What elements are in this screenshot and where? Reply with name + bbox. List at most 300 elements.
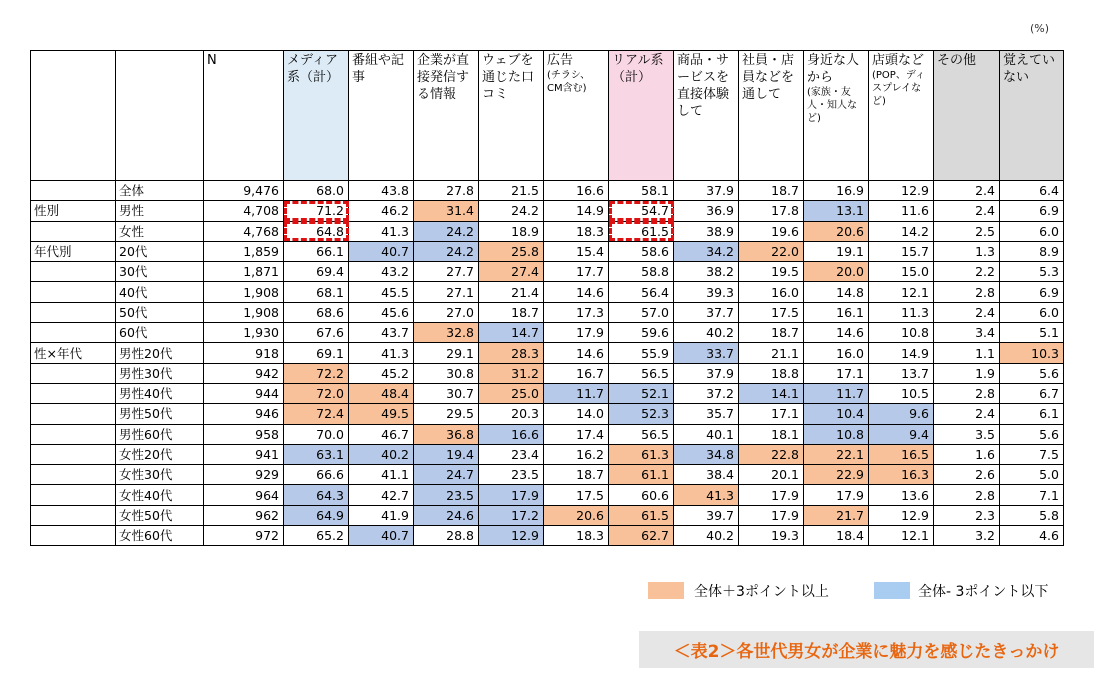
value-cell: 16.7 <box>544 363 609 383</box>
column-header <box>544 51 609 181</box>
value-cell: 67.6 <box>284 323 349 343</box>
row-label: 男性40代 <box>116 383 204 403</box>
value-cell: 18.9 <box>479 221 544 241</box>
value-cell: 29.5 <box>414 404 479 424</box>
value-cell: 72.2 <box>284 363 349 383</box>
header-row <box>31 51 1064 181</box>
value-cell: 15.0 <box>869 262 934 282</box>
sample-size-cell: 929 <box>204 465 284 485</box>
value-cell: 39.3 <box>674 282 739 302</box>
value-cell: 28.3 <box>479 343 544 363</box>
value-cell: 5.6 <box>1000 424 1064 444</box>
column-header-label: 身近な人から <box>807 53 860 85</box>
sample-size-cell: 958 <box>204 424 284 444</box>
column-header <box>284 51 349 181</box>
table-row <box>31 282 1064 302</box>
value-cell: 17.9 <box>479 485 544 505</box>
column-header-label: 覚えていない <box>1003 53 1056 85</box>
data-table <box>30 50 1064 546</box>
group-label-cell <box>31 526 116 546</box>
column-header-note: (POP、ディスプレイなど) <box>872 70 926 107</box>
row-label: 男性30代 <box>116 363 204 383</box>
value-cell: 12.9 <box>479 526 544 546</box>
value-cell: 31.2 <box>479 363 544 383</box>
value-cell: 58.1 <box>609 181 674 201</box>
value-cell: 46.2 <box>349 201 414 221</box>
value-cell: 40.2 <box>674 526 739 546</box>
value-cell: 9.4 <box>869 424 934 444</box>
value-cell: 11.3 <box>869 302 934 322</box>
row-label: 30代 <box>116 262 204 282</box>
value-cell: 17.9 <box>739 485 804 505</box>
row-label: 全体 <box>116 181 204 201</box>
value-cell: 27.0 <box>414 302 479 322</box>
table-row <box>31 444 1064 464</box>
row-label: 女性50代 <box>116 505 204 525</box>
value-cell: 17.9 <box>804 485 869 505</box>
row-label: 50代 <box>116 302 204 322</box>
value-cell: 3.5 <box>934 424 1000 444</box>
value-cell: 5.6 <box>1000 363 1064 383</box>
value-cell: 41.3 <box>349 343 414 363</box>
value-cell: 20.1 <box>739 465 804 485</box>
group-label-cell <box>31 505 116 525</box>
table-row <box>31 465 1064 485</box>
value-cell: 17.4 <box>544 424 609 444</box>
value-cell: 58.8 <box>609 262 674 282</box>
value-cell: 7.1 <box>1000 485 1064 505</box>
value-cell: 63.1 <box>284 444 349 464</box>
sample-size-cell: 1,908 <box>204 302 284 322</box>
value-cell: 31.4 <box>414 201 479 221</box>
column-header <box>674 51 739 181</box>
column-header-label: 店頭など <box>872 53 925 68</box>
value-cell: 16.6 <box>544 181 609 201</box>
value-cell: 45.2 <box>349 363 414 383</box>
sample-size-cell: 964 <box>204 485 284 505</box>
group-label-cell: 性別 <box>31 201 116 221</box>
value-cell: 5.3 <box>1000 262 1064 282</box>
sample-size-cell: 918 <box>204 343 284 363</box>
value-cell: 23.5 <box>414 485 479 505</box>
value-cell: 48.4 <box>349 383 414 403</box>
group-label-cell <box>31 404 116 424</box>
value-cell: 38.2 <box>674 262 739 282</box>
row-label: 男性 <box>116 201 204 221</box>
value-cell: 25.0 <box>479 383 544 403</box>
value-cell: 38.4 <box>674 465 739 485</box>
value-cell: 4.6 <box>1000 526 1064 546</box>
value-cell: 6.9 <box>1000 201 1064 221</box>
value-cell: 68.0 <box>284 181 349 201</box>
legend-low-label: 全体- 3ポイント以下 <box>918 584 1049 600</box>
value-cell: 68.1 <box>284 282 349 302</box>
group-label-cell <box>31 181 116 201</box>
sample-size-cell: 944 <box>204 383 284 403</box>
value-cell: 30.7 <box>414 383 479 403</box>
value-cell: 41.1 <box>349 465 414 485</box>
sample-size-cell: 1,930 <box>204 323 284 343</box>
value-cell: 16.1 <box>804 302 869 322</box>
value-cell: 20.6 <box>544 505 609 525</box>
column-header-label: 企業が直接発信する情報 <box>417 53 470 102</box>
value-cell: 23.4 <box>479 444 544 464</box>
column-header-label: 商品・サービスを直接体験して <box>677 53 730 119</box>
column-header-label: メディア系（計） <box>287 53 340 85</box>
sample-size-cell: 4,768 <box>204 221 284 241</box>
value-cell: 2.4 <box>934 201 1000 221</box>
group-label-cell <box>31 444 116 464</box>
value-cell: 16.0 <box>739 282 804 302</box>
value-cell: 8.9 <box>1000 241 1064 261</box>
value-cell: 13.1 <box>804 201 869 221</box>
value-cell: 14.0 <box>544 404 609 424</box>
value-cell: 2.8 <box>934 282 1000 302</box>
group-label-cell <box>31 424 116 444</box>
value-cell: 14.8 <box>804 282 869 302</box>
table-row <box>31 221 1064 241</box>
column-header <box>479 51 544 181</box>
value-cell: 16.9 <box>804 181 869 201</box>
value-cell: 10.3 <box>1000 343 1064 363</box>
column-header <box>31 51 116 181</box>
legend-high-swatch <box>648 582 684 599</box>
value-cell: 14.6 <box>804 323 869 343</box>
value-cell: 27.1 <box>414 282 479 302</box>
value-cell: 2.3 <box>934 505 1000 525</box>
value-cell: 40.2 <box>349 444 414 464</box>
row-label: 女性 <box>116 221 204 241</box>
value-cell: 6.0 <box>1000 302 1064 322</box>
value-cell: 41.9 <box>349 505 414 525</box>
value-cell: 22.9 <box>804 465 869 485</box>
value-cell: 42.7 <box>349 485 414 505</box>
value-cell: 18.7 <box>479 302 544 322</box>
table-row <box>31 241 1064 261</box>
value-cell: 17.5 <box>739 302 804 322</box>
value-cell: 19.1 <box>804 241 869 261</box>
value-cell: 11.6 <box>869 201 934 221</box>
row-label: 男性50代 <box>116 404 204 424</box>
value-cell: 18.7 <box>544 465 609 485</box>
value-cell: 21.5 <box>479 181 544 201</box>
value-cell: 24.2 <box>479 201 544 221</box>
value-cell: 3.2 <box>934 526 1000 546</box>
column-header <box>739 51 804 181</box>
sample-size-cell: 1,871 <box>204 262 284 282</box>
value-cell: 6.1 <box>1000 404 1064 424</box>
row-label: 女性60代 <box>116 526 204 546</box>
value-cell: 61.1 <box>609 465 674 485</box>
column-header-note: (チラシ、CM含む) <box>547 70 591 94</box>
group-label-cell <box>31 262 116 282</box>
table-caption: ＜表2＞各世代男女が企業に魅力を感じたきっかけ <box>639 631 1094 668</box>
table-row <box>31 526 1064 546</box>
value-cell: 10.4 <box>804 404 869 424</box>
value-cell: 32.8 <box>414 323 479 343</box>
value-cell: 21.4 <box>479 282 544 302</box>
value-cell: 2.8 <box>934 485 1000 505</box>
value-cell: 38.9 <box>674 221 739 241</box>
table-row <box>31 485 1064 505</box>
sample-size-cell: 946 <box>204 404 284 424</box>
value-cell: 22.1 <box>804 444 869 464</box>
value-cell: 17.1 <box>739 404 804 424</box>
group-label-cell <box>31 221 116 241</box>
value-cell: 24.7 <box>414 465 479 485</box>
value-cell: 19.6 <box>739 221 804 241</box>
row-label: 男性20代 <box>116 343 204 363</box>
value-cell: 66.6 <box>284 465 349 485</box>
value-cell: 17.9 <box>544 323 609 343</box>
value-cell: 57.0 <box>609 302 674 322</box>
value-cell: 19.5 <box>739 262 804 282</box>
value-cell: 39.7 <box>674 505 739 525</box>
value-cell: 61.3 <box>609 444 674 464</box>
value-cell: 1.9 <box>934 363 1000 383</box>
value-cell: 45.5 <box>349 282 414 302</box>
row-label: 60代 <box>116 323 204 343</box>
table-row <box>31 404 1064 424</box>
value-cell: 2.6 <box>934 465 1000 485</box>
column-header <box>204 51 284 181</box>
value-cell: 64.9 <box>284 505 349 525</box>
value-cell: 72.4 <box>284 404 349 424</box>
value-cell: 7.5 <box>1000 444 1064 464</box>
value-cell: 18.8 <box>739 363 804 383</box>
value-cell: 37.7 <box>674 302 739 322</box>
value-cell: 27.7 <box>414 262 479 282</box>
column-header <box>934 51 1000 181</box>
value-cell: 30.8 <box>414 363 479 383</box>
value-cell: 34.2 <box>674 241 739 261</box>
row-label: 女性30代 <box>116 465 204 485</box>
sample-size-cell: 972 <box>204 526 284 546</box>
value-cell: 20.3 <box>479 404 544 424</box>
value-cell: 35.7 <box>674 404 739 424</box>
value-cell: 6.4 <box>1000 181 1064 201</box>
value-cell: 1.1 <box>934 343 1000 363</box>
value-cell: 1.6 <box>934 444 1000 464</box>
value-cell: 10.5 <box>869 383 934 403</box>
table-row <box>31 383 1064 403</box>
value-cell: 19.3 <box>739 526 804 546</box>
unit-note: (%) <box>1030 22 1050 35</box>
value-cell: 43.8 <box>349 181 414 201</box>
value-cell: 58.6 <box>609 241 674 261</box>
value-cell: 37.9 <box>674 181 739 201</box>
value-cell: 43.7 <box>349 323 414 343</box>
value-cell: 5.8 <box>1000 505 1064 525</box>
value-cell: 65.2 <box>284 526 349 546</box>
value-cell: 17.5 <box>544 485 609 505</box>
value-cell: 21.7 <box>804 505 869 525</box>
group-label-cell: 性×年代 <box>31 343 116 363</box>
value-cell: 17.9 <box>739 505 804 525</box>
legend-low-swatch <box>874 582 910 599</box>
group-label-cell <box>31 485 116 505</box>
value-cell: 16.6 <box>479 424 544 444</box>
column-header-label: その他 <box>937 53 977 68</box>
value-cell: 11.7 <box>544 383 609 403</box>
value-cell: 18.1 <box>739 424 804 444</box>
value-cell: 56.5 <box>609 424 674 444</box>
value-cell: 40.7 <box>349 526 414 546</box>
value-cell: 17.3 <box>544 302 609 322</box>
value-cell: 12.1 <box>869 282 934 302</box>
table-row <box>31 323 1064 343</box>
column-header-label: リアル系（計） <box>612 53 664 85</box>
value-cell: 40.7 <box>349 241 414 261</box>
sample-size-cell: 941 <box>204 444 284 464</box>
value-cell: 12.9 <box>869 181 934 201</box>
column-header-label: 番組や記事 <box>352 53 405 85</box>
value-cell: 49.5 <box>349 404 414 424</box>
value-cell: 2.8 <box>934 383 1000 403</box>
value-cell: 59.6 <box>609 323 674 343</box>
table-row <box>31 363 1064 383</box>
value-cell: 68.6 <box>284 302 349 322</box>
value-cell: 5.1 <box>1000 323 1064 343</box>
value-cell: 12.9 <box>869 505 934 525</box>
value-cell: 10.8 <box>804 424 869 444</box>
value-cell: 37.2 <box>674 383 739 403</box>
value-cell: 2.5 <box>934 221 1000 241</box>
value-cell: 36.8 <box>414 424 479 444</box>
value-cell: 2.4 <box>934 302 1000 322</box>
value-cell: 45.6 <box>349 302 414 322</box>
table-row <box>31 343 1064 363</box>
value-cell: 27.8 <box>414 181 479 201</box>
value-cell: 16.2 <box>544 444 609 464</box>
column-header-note: (家族・友人・知人など) <box>807 87 857 124</box>
value-cell: 52.1 <box>609 383 674 403</box>
value-cell: 14.9 <box>869 343 934 363</box>
value-cell: 14.9 <box>544 201 609 221</box>
column-header-label: 社員・店員などを通して <box>742 53 795 102</box>
value-cell: 15.4 <box>544 241 609 261</box>
value-cell: 29.1 <box>414 343 479 363</box>
value-cell: 23.5 <box>479 465 544 485</box>
column-header-label: 広告 <box>547 53 574 68</box>
column-header <box>1000 51 1064 181</box>
value-cell: 14.1 <box>739 383 804 403</box>
value-cell: 6.0 <box>1000 221 1064 241</box>
value-cell: 18.3 <box>544 221 609 241</box>
value-cell: 6.9 <box>1000 282 1064 302</box>
value-cell: 41.3 <box>349 221 414 241</box>
value-cell: 25.8 <box>479 241 544 261</box>
value-cell: 20.0 <box>804 262 869 282</box>
legend-high-label: 全体＋3ポイント以上 <box>694 584 829 600</box>
column-header <box>349 51 414 181</box>
row-label: 女性20代 <box>116 444 204 464</box>
value-cell: 14.6 <box>544 343 609 363</box>
value-cell: 17.2 <box>479 505 544 525</box>
column-header <box>414 51 479 181</box>
table-row <box>31 262 1064 282</box>
group-label-cell <box>31 282 116 302</box>
legend <box>648 578 1068 604</box>
sample-size-cell: 4,708 <box>204 201 284 221</box>
value-cell: 40.2 <box>674 323 739 343</box>
value-cell: 43.2 <box>349 262 414 282</box>
column-header-label: N <box>207 53 217 68</box>
value-cell: 24.6 <box>414 505 479 525</box>
value-cell: 22.0 <box>739 241 804 261</box>
value-cell: 20.6 <box>804 221 869 241</box>
value-cell: 14.7 <box>479 323 544 343</box>
group-label-cell: 年代別 <box>31 241 116 261</box>
value-cell: 13.6 <box>869 485 934 505</box>
value-cell: 56.4 <box>609 282 674 302</box>
column-header <box>609 51 674 181</box>
value-cell: 61.5 <box>609 505 674 525</box>
value-cell: 52.3 <box>609 404 674 424</box>
value-cell: 1.3 <box>934 241 1000 261</box>
value-cell: 13.7 <box>869 363 934 383</box>
value-cell: 15.7 <box>869 241 934 261</box>
sample-size-cell: 942 <box>204 363 284 383</box>
group-label-cell <box>31 302 116 322</box>
value-cell: 70.0 <box>284 424 349 444</box>
table-row <box>31 201 1064 221</box>
value-cell: 17.7 <box>544 262 609 282</box>
value-cell: 2.2 <box>934 262 1000 282</box>
table-row <box>31 302 1064 322</box>
value-cell: 24.2 <box>414 221 479 241</box>
value-cell: 11.7 <box>804 383 869 403</box>
group-label-cell <box>31 363 116 383</box>
sample-size-cell: 962 <box>204 505 284 525</box>
column-header <box>116 51 204 181</box>
value-cell: 41.3 <box>674 485 739 505</box>
sample-size-cell: 1,908 <box>204 282 284 302</box>
value-cell: 72.0 <box>284 383 349 403</box>
value-cell: 16.3 <box>869 465 934 485</box>
value-cell: 2.4 <box>934 181 1000 201</box>
value-cell: 69.1 <box>284 343 349 363</box>
value-cell: 9.6 <box>869 404 934 424</box>
value-cell: 18.7 <box>739 181 804 201</box>
value-cell: 34.8 <box>674 444 739 464</box>
sample-size-cell: 1,859 <box>204 241 284 261</box>
group-label-cell <box>31 323 116 343</box>
value-cell: 19.4 <box>414 444 479 464</box>
value-cell: 54.7 <box>609 201 674 221</box>
value-cell: 14.6 <box>544 282 609 302</box>
value-cell: 36.9 <box>674 201 739 221</box>
column-header <box>869 51 934 181</box>
value-cell: 56.5 <box>609 363 674 383</box>
value-cell: 28.8 <box>414 526 479 546</box>
value-cell: 64.3 <box>284 485 349 505</box>
value-cell: 22.8 <box>739 444 804 464</box>
value-cell: 71.2 <box>284 201 349 221</box>
value-cell: 18.3 <box>544 526 609 546</box>
row-label: 男性60代 <box>116 424 204 444</box>
group-label-cell <box>31 383 116 403</box>
value-cell: 17.8 <box>739 201 804 221</box>
table-row <box>31 505 1064 525</box>
group-label-cell <box>31 465 116 485</box>
value-cell: 12.1 <box>869 526 934 546</box>
value-cell: 64.8 <box>284 221 349 241</box>
value-cell: 60.6 <box>609 485 674 505</box>
value-cell: 37.9 <box>674 363 739 383</box>
value-cell: 10.8 <box>869 323 934 343</box>
value-cell: 3.4 <box>934 323 1000 343</box>
